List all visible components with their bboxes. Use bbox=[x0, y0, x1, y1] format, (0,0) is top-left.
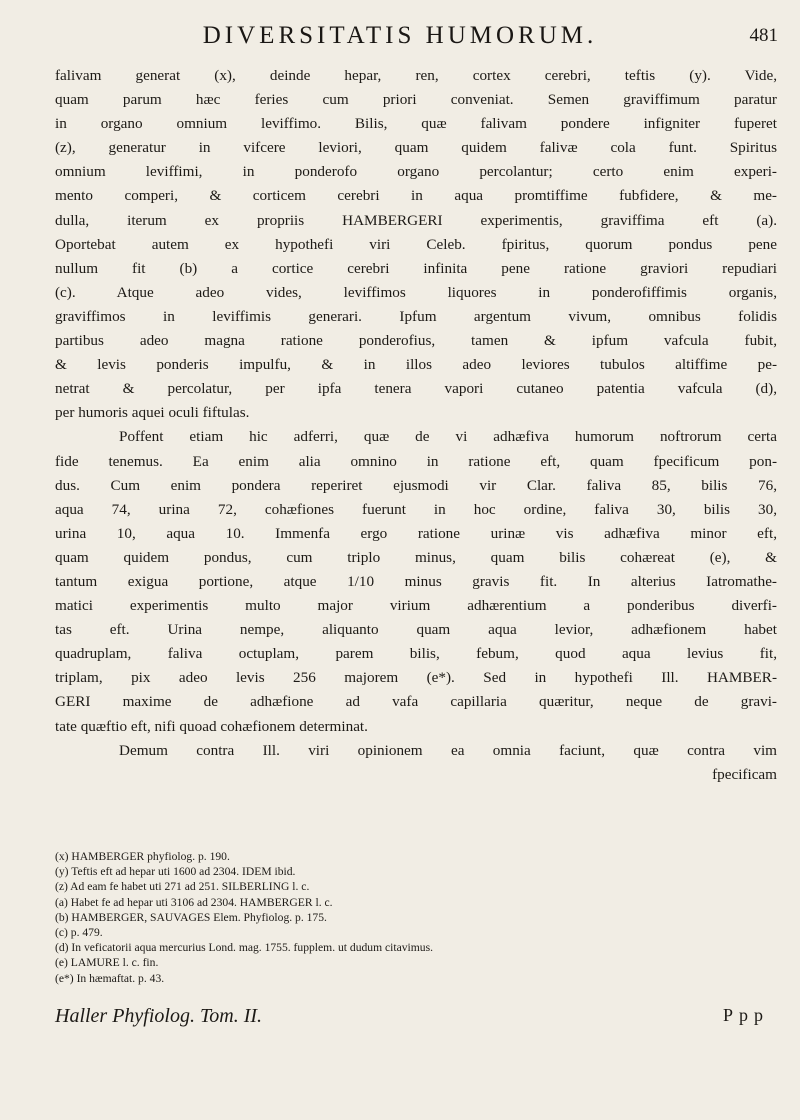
text-line: tantum exigua portione, atque 1/10 minus gravis fit. In alterius Iatromathe- bbox=[55, 572, 777, 590]
page-number: 481 bbox=[749, 25, 778, 46]
text-line: GERI maxime de adhæfione ad vafa capillaria quæritur, neque de gravi- bbox=[55, 693, 777, 711]
text-line: fide tenemus. Ea enim alia omnino in ratione eft, quam fpecificum pon- bbox=[55, 452, 777, 470]
paragraph-start-line: Demum contra Ill. viri opinionem ea omnia faciunt, quæ contra vim bbox=[119, 741, 777, 759]
text-line: in organo omnium leviffimo. Bilis, quæ falivam pondere infigniter fuperet bbox=[55, 115, 777, 133]
page-footer bbox=[55, 1005, 777, 1035]
text-line: quam parum hæc feries cum priori conveniat. Semen graviffimum paratur bbox=[55, 91, 777, 109]
text-line: urina 10, aqua 10. Immenfa ergo ratione urinæ vis adhæfiva minor eft, bbox=[55, 524, 777, 542]
footnote: (b) HAMBERGER, SAUVAGES Elem. Phyfiolog. p. 175. bbox=[55, 910, 327, 924]
page-header bbox=[0, 22, 800, 62]
catchword-line: fpecificam bbox=[712, 765, 777, 783]
paragraph-start-line: Poffent etiam hic adferri, quæ de vi adhæfiva humorum noftrorum certa bbox=[119, 428, 777, 446]
text-line: tas eft. Urina nempe, aliquanto quam aqua levior, adhæfionem habet bbox=[55, 621, 777, 639]
footnote: (x) HAMBERGER phyfiolog. p. 190. bbox=[55, 850, 230, 863]
text-line: per humoris aquei oculi fiftulas. bbox=[55, 404, 250, 422]
signature-line: Haller Phyfiolog. Tom. II. bbox=[55, 1005, 263, 1027]
text-line: matici experimentis multo major virium adhærentium a ponderibus diverfi- bbox=[55, 597, 777, 615]
text-line: nullum fit (b) a cortice cerebri infinita pene ratione graviori repudiari bbox=[55, 259, 777, 277]
footnote: (z) Ad eam fe habet uti 271 ad 251. SILBERLING l. c. bbox=[55, 880, 310, 894]
text-line: (c). Atque adeo vides, leviffimos liquores in ponderofiffimis organis, bbox=[55, 283, 777, 301]
footnote: (c) p. 479. bbox=[55, 925, 103, 939]
text-line: mento comperi, & corticem cerebri in aqua promtiffime fubfidere, & me- bbox=[55, 187, 777, 205]
text-line: & levis ponderis impulfu, & in illos adeo leviores tubulos altiffime pe- bbox=[55, 356, 777, 374]
text-line: partibus adeo magna ratione ponderofius, tamen & ipfum vafcula fubit, bbox=[55, 332, 777, 350]
text-line: graviffimos in leviffimis generari. Ipfum argentum vivum, omnibus folidis bbox=[55, 307, 777, 325]
footnote: (e*) In hæmaftat. p. 43. bbox=[55, 971, 165, 985]
footnote: (d) In veficatorii aqua mercurius Lond. mag. 1755. fupplem. ut dudum citavimus. bbox=[55, 941, 433, 955]
running-head: DIVERSITATIS HUMORUM. bbox=[202, 22, 598, 49]
text-line: omnium leviffimi, in ponderofo organo percolantur; certo enim experi- bbox=[55, 163, 777, 181]
text-line: Oportebat autem ex hypothefi viri Celeb. fpiritus, quorum pondus pene bbox=[55, 235, 777, 253]
footnote: (y) Teftis eft ad hepar uti 1600 ad 2304. IDEM ibid. bbox=[55, 865, 296, 879]
text-line: tate quæftio eft, nifi quoad cohæfionem determinat. bbox=[55, 717, 368, 735]
text-line: netrat & percolatur, per ipfa tenera vapori cutaneo patentia vafcula (d), bbox=[55, 380, 777, 398]
text-line: falivam generat (x), deinde hepar, ren, cortex cerebri, teftis (y). Vide, bbox=[55, 67, 777, 84]
footnote: (e) LAMURE l. c. fin. bbox=[55, 956, 159, 970]
text-line: dus. Cum enim pondera reperiret ejusmodi vir Clar. faliva 85, bilis 76, bbox=[55, 476, 777, 494]
text-line: quadruplam, faliva octuplam, parem bilis, febum, quod aqua levius fit, bbox=[55, 645, 777, 663]
body-text bbox=[55, 64, 777, 787]
text-line: aqua 74, urina 72, cohæfiones fuerunt in hoc ordine, faliva 30, bilis 30, bbox=[55, 500, 777, 518]
text-line: dulla, iterum ex propriis HAMBERGERI experimentis, graviffima eft (a). bbox=[55, 211, 777, 229]
text-line: quam quidem pondus, cum triplo minus, quam bilis cohæreat (e), & bbox=[55, 548, 777, 566]
text-line: (z), generatur in vifcere leviori, quam quidem falivæ cola funt. Spiritus bbox=[55, 139, 777, 157]
text-line: triplam, pix adeo levis 256 majorem (e*). Sed in hypothefi Ill. HAMBER- bbox=[55, 669, 777, 687]
sheet-mark: Ppp bbox=[722, 1005, 769, 1025]
footnotes bbox=[55, 849, 777, 986]
footnote: (a) Habet fe ad hepar uti 3106 ad 2304. HAMBERGER l. c. bbox=[55, 895, 333, 909]
